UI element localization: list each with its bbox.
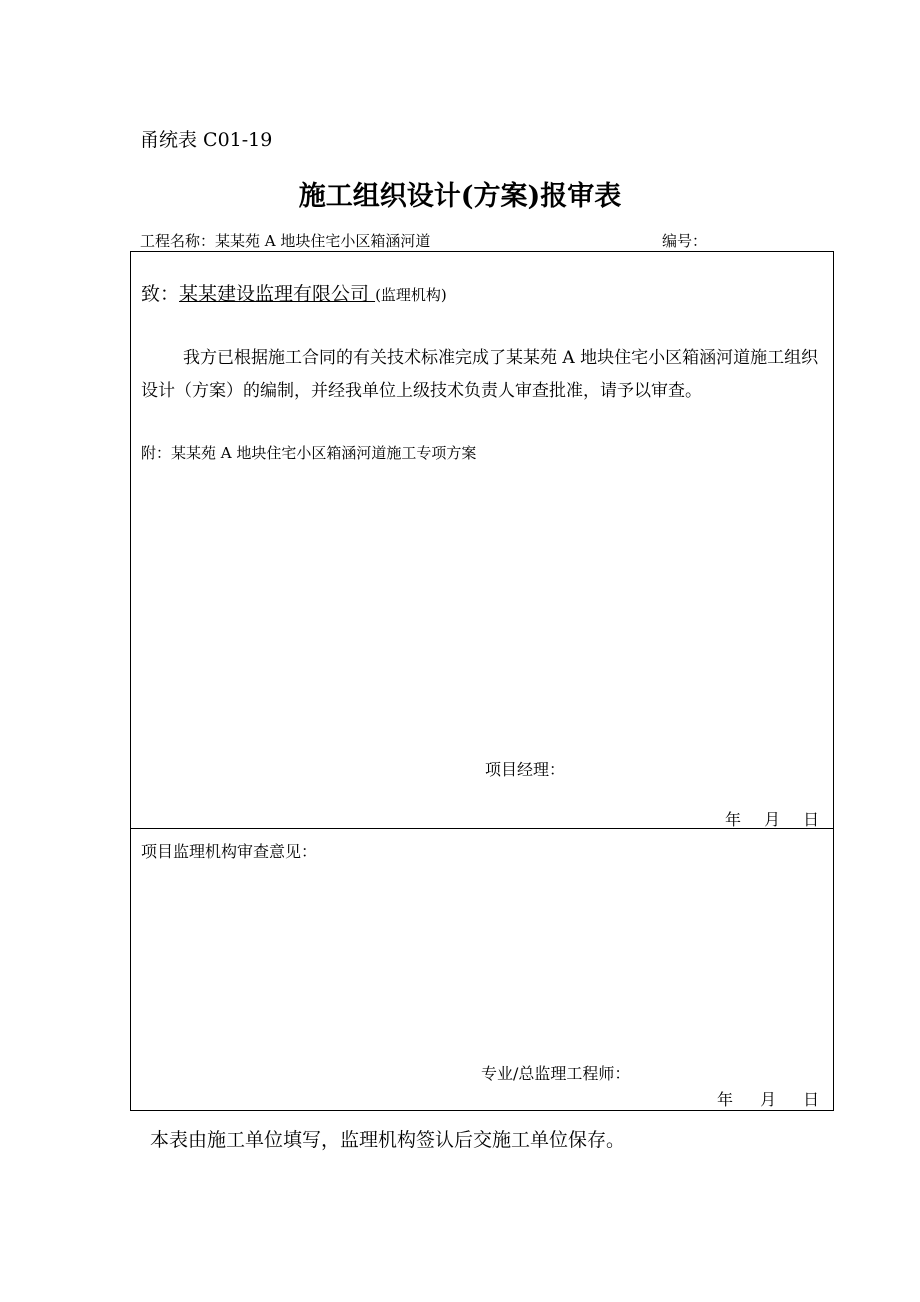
- submission-body: 我方已根据施工合同的有关技术标准完成了某某苑 A 地块住宅小区箱涵河道施工组织设计（方案）的编制，并经我单位上级技术负责人审查批准，请予以审查。: [141, 348, 819, 401]
- recipient-prefix: 致：: [141, 283, 180, 305]
- project-manager-label: 项目经理：: [485, 760, 566, 779]
- review-opinion-label: 项目监理机构审查意见：: [141, 842, 318, 861]
- review-date: 年 月 日: [717, 1090, 820, 1109]
- attachment-line: 附：某某苑 A 地块住宅小区箱涵河道施工专项方案: [141, 444, 477, 462]
- recipient-suffix: (监理机构): [375, 286, 447, 304]
- project-name: 某某苑 A 地块住宅小区箱涵河道: [215, 232, 431, 250]
- project-label: 工程名称：: [140, 232, 216, 250]
- review-section: [130, 828, 834, 1111]
- project-name-line: [140, 230, 430, 251]
- form-code: 甬统表 C01-19: [140, 129, 273, 151]
- footer-note: 本表由施工单位填写，监理机构签认后交施工单位保存。: [150, 1129, 626, 1151]
- submission-date: 年 月 日: [725, 810, 820, 829]
- form-title: 施工组织设计(方案)报审表: [298, 181, 622, 212]
- number-label: 编号：: [662, 232, 708, 250]
- recipient-org: 某某建设监理有限公司: [179, 283, 376, 305]
- submission-section: [130, 251, 834, 829]
- engineer-signature-label: 专业/总监理工程师：: [481, 1064, 631, 1083]
- recipient-line: [141, 279, 447, 306]
